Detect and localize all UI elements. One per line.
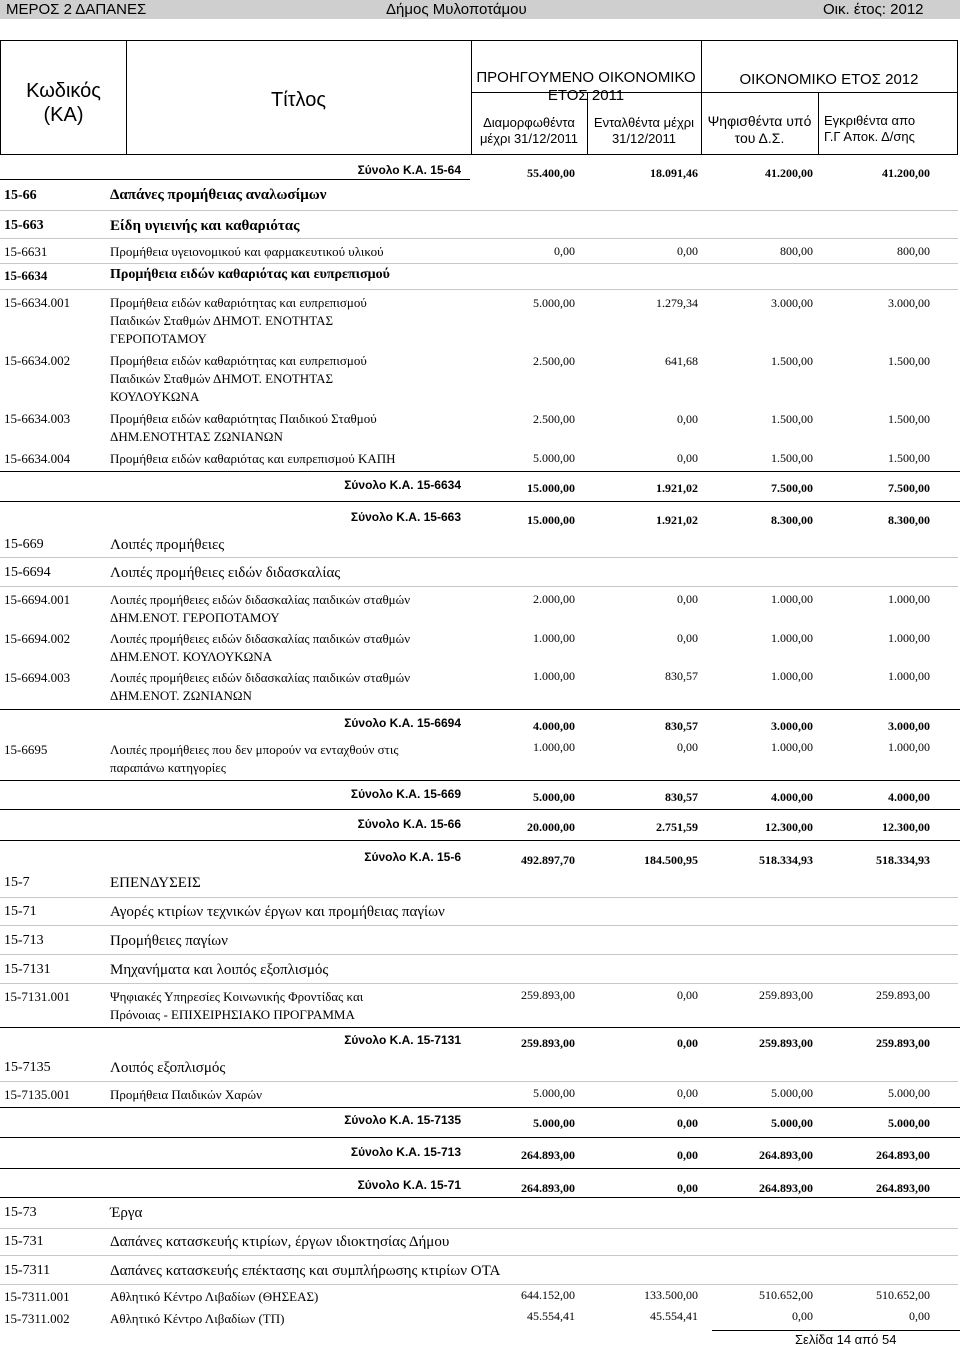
account-code: 15-66	[4, 188, 37, 203]
voted-header: Ψηφισθέντα υπό του Δ.Σ.	[707, 113, 812, 146]
account-title: Είδη υγιεινής και καθαριότας	[110, 218, 300, 234]
account-code: 15-6694.001	[4, 592, 71, 607]
fiscal-year: Οικ. έτος: 2012	[823, 1, 924, 18]
amount-ordered: 133.500,00	[644, 1288, 698, 1302]
account-code: 15-6634.004	[4, 451, 71, 466]
account-code: 15-73	[4, 1205, 37, 1220]
account-desc: Προμήθεια ειδών καθαριότητας και ευπρεπισμού Παιδικών Σταθμών ΔΗΜΟΤ. ΕΝΟΤΗΤΑΣ ΚΟΥΛΟΥΚΩΝΑ	[110, 353, 367, 404]
total-value: 518.334,93	[759, 853, 813, 867]
amount-voted: 259.893,00	[759, 988, 813, 1002]
total-label: Σύνολο Κ.Α. 15-669	[350, 787, 461, 801]
amount-formed: 2.000,00	[533, 592, 575, 606]
total-value: 5.000,00	[888, 1116, 930, 1130]
total-value: 0,00	[677, 1181, 698, 1195]
amount-ordered: 0,00	[677, 740, 698, 754]
page-top-bar	[0, 0, 960, 19]
account-title: Δαπάνες κατασκευής κτιρίων, έργων ιδιοκτησίας Δήμου	[110, 1234, 450, 1250]
total-value: 0,00	[677, 1148, 698, 1162]
amount-approved: 259.893,00	[876, 988, 930, 1002]
account-desc: Προμήθεια ειδών καθαριότας και ευπρεπισμού ΚΑΠΗ	[110, 451, 396, 466]
ordered-header: Ενταλθέντα μέχρι 31/12/2011	[593, 115, 695, 146]
account-title: Λοιπός εξοπλισμός	[110, 1060, 226, 1076]
amount-approved: 510.652,00	[876, 1288, 930, 1302]
municipality-name: Δήμος Μυλοποτάμου	[386, 1, 527, 18]
total-value: 18.091,46	[650, 166, 698, 180]
total-value: 4.000,00	[533, 719, 575, 733]
account-desc: Αθλητικό Κέντρο Λιβαδίων (ΘΗΣΕΑΣ)	[110, 1289, 319, 1304]
total-label: Σύνολο Κ.Α. 15-71	[357, 1178, 461, 1192]
account-code: 15-71	[4, 904, 37, 919]
amount-ordered: 830,57	[665, 669, 698, 683]
account-code: 15-6634.001	[4, 295, 71, 310]
total-value: 7.500,00	[771, 481, 813, 495]
account-title: Μηχανήματα και λοιπός εξοπλισμός	[110, 962, 329, 978]
total-value: 4.000,00	[771, 790, 813, 804]
amount-formed: 5.000,00	[533, 296, 575, 310]
total-value: 0,00	[677, 1036, 698, 1050]
account-title: Δαπάνες κατασκευής επέκτασης και συμπλήρωσης κτιρίων ΟΤΑ	[110, 1263, 501, 1279]
total-value: 12.300,00	[882, 820, 930, 834]
account-title: Αγορές κτιρίων τεχνικών έργων και προμήθειας παγίων	[110, 904, 445, 920]
amount-approved: 1.000,00	[888, 669, 930, 683]
account-title: Προμήθεια ειδών καθαριότας και ευπρεπισμού	[110, 267, 390, 282]
total-value: 4.000,00	[888, 790, 930, 804]
total-value: 264.893,00	[876, 1148, 930, 1162]
total-value: 5.000,00	[533, 1116, 575, 1130]
total-value: 1.921,02	[656, 481, 698, 495]
amount-ordered: 641,68	[665, 354, 698, 368]
total-value: 3.000,00	[771, 719, 813, 733]
amount-voted: 800,00	[780, 244, 813, 258]
total-label: Σύνολο Κ.Α. 15-6694	[344, 716, 461, 730]
amount-formed: 1.000,00	[533, 631, 575, 645]
total-value: 15.000,00	[527, 481, 575, 495]
account-code: 15-7135.001	[4, 1087, 71, 1102]
amount-approved: 1.500,00	[888, 412, 930, 426]
amount-formed: 0,00	[554, 244, 575, 258]
amount-formed: 1.000,00	[533, 740, 575, 754]
amount-approved: 1.500,00	[888, 354, 930, 368]
amount-formed: 5.000,00	[533, 1086, 575, 1100]
page-number: Σελίδα 14 από 54	[795, 1332, 897, 1347]
account-title: Λοιπές προμήθειες ειδών διδασκαλίας	[110, 565, 341, 581]
account-desc: Προμήθεια ειδών καθαριότητας και ευπρεπισμού Παιδικών Σταθμών ΔΗΜΟΤ. ΕΝΟΤΗΤΑΣ ΓΕΡΟΠΟΤΑΜΟΥ	[110, 295, 367, 346]
amount-voted: 1.000,00	[771, 592, 813, 606]
title-column-header: Τίτλος	[270, 89, 327, 111]
amount-approved: 0,00	[909, 1309, 930, 1323]
amount-voted: 1.500,00	[771, 354, 813, 368]
amount-formed: 45.554,41	[527, 1309, 575, 1323]
account-code: 15-6631	[4, 244, 48, 259]
total-value: 8.300,00	[888, 513, 930, 527]
total-value: 0,00	[677, 1116, 698, 1130]
account-code: 15-7311.002	[4, 1311, 70, 1326]
amount-voted: 3.000,00	[771, 296, 813, 310]
total-value: 264.893,00	[876, 1181, 930, 1195]
total-label: Σύνολο Κ.Α. 15-66	[357, 817, 461, 831]
total-value: 5.000,00	[771, 1116, 813, 1130]
account-title: Έργα	[110, 1205, 143, 1221]
amount-ordered: 0,00	[677, 412, 698, 426]
account-code: 15-7311	[4, 1263, 51, 1278]
account-code: 15-7	[4, 875, 30, 890]
total-value: 15.000,00	[527, 513, 575, 527]
formed-header: Διαμορφωθέντα μέχρι 31/12/2011	[479, 115, 579, 146]
total-value: 1.921,02	[656, 513, 698, 527]
amount-approved: 1.000,00	[888, 631, 930, 645]
amount-formed: 644.152,00	[521, 1288, 575, 1302]
total-label: Σύνολο Κ.Α. 15-7135	[344, 1113, 461, 1127]
total-value: 518.334,93	[876, 853, 930, 867]
approved-header: Εγκριθέντα απο Γ.Γ Αποκ. Δ/σης	[824, 113, 916, 144]
table-header	[0, 40, 958, 155]
account-code: 15-7135	[4, 1060, 51, 1075]
account-desc: Λοιπές προμήθειες ειδών διδασκαλίας παιδικών σταθμών ΔΗΜ.ΕΝΟΤ. ΚΟΥΛΟΥΚΩΝΑ	[110, 631, 411, 664]
amount-voted: 510.652,00	[759, 1288, 813, 1302]
account-code: 15-6695	[4, 742, 48, 757]
total-label: Σύνολο Κ.Α. 15-6	[364, 850, 461, 864]
amount-voted: 1.000,00	[771, 669, 813, 683]
total-label: Σύνολο Κ.Α. 15-64	[357, 163, 461, 177]
account-code: 15-6634	[4, 268, 48, 283]
amount-approved: 1.000,00	[888, 740, 930, 754]
amount-ordered: 0,00	[677, 988, 698, 1002]
total-label: Σύνολο Κ.Α. 15-6634	[344, 478, 461, 492]
account-code: 15-7131.001	[4, 989, 71, 1004]
amount-approved: 5.000,00	[888, 1086, 930, 1100]
total-value: 830,57	[665, 790, 698, 804]
amount-formed: 2.500,00	[533, 412, 575, 426]
total-value: 259.893,00	[759, 1036, 813, 1050]
amount-voted: 1.000,00	[771, 631, 813, 645]
total-value: 12.300,00	[765, 820, 813, 834]
prev-year-header: ΠΡΟΗΓΟΥΜΕΝΟ ΟΙΚΟΝΟΜΙΚΟ ΕΤΟΣ 2011	[476, 69, 696, 104]
account-code: 15-7311.001	[4, 1289, 70, 1304]
amount-approved: 1.000,00	[888, 592, 930, 606]
account-desc: Προμήθεια ειδών καθαριότητας Παιδικού Σταθμού ΔΗΜ.ΕΝΟΤΗΤΑΣ ΖΩΝΙΑΝΩΝ	[110, 411, 377, 444]
account-desc: Λοιπές προμήθειες ειδών διδασκαλίας παιδικών σταθμών ΔΗΜ.ΕΝΟΤ. ΖΩΝΙΑΝΩΝ	[110, 670, 411, 703]
account-desc: Αθλητικό Κέντρο Λιβαδίων (ΤΠ)	[110, 1311, 285, 1326]
account-title: Προμήθειες παγίων	[110, 933, 228, 949]
account-title: Λοιπές προμήθειες	[110, 537, 225, 553]
amount-voted: 1.000,00	[771, 740, 813, 754]
total-value: 184.500,95	[644, 853, 698, 867]
total-value: 2.751,59	[656, 820, 698, 834]
account-code: 15-6634.003	[4, 411, 71, 426]
amount-ordered: 0,00	[677, 631, 698, 645]
account-desc: Προμήθεια Παιδικών Χαρών	[110, 1087, 262, 1102]
total-label: Σύνολο Κ.Α. 15-713	[350, 1145, 461, 1159]
total-value: 41.200,00	[882, 166, 930, 180]
account-title: ΕΠΕΝΔΥΣΕΙΣ	[110, 875, 201, 891]
account-desc: Λοιπές προμήθειες που δεν μπορούν να ενταχθούν στις παραπάνω κατηγορίες	[110, 742, 399, 775]
account-desc: Λοιπές προμήθειες ειδών διδασκαλίας παιδικών σταθμών ΔΗΜ.ΕΝΟΤ. ΓΕΡΟΠΟΤΑΜΟΥ	[110, 592, 411, 625]
amount-ordered: 0,00	[677, 1086, 698, 1100]
amount-formed: 2.500,00	[533, 354, 575, 368]
code-column-header: Κωδικός (ΚΑ)	[26, 80, 101, 126]
account-code: 15-6694.003	[4, 670, 71, 685]
account-title: Δαπάνες προμήθειας αναλωσίμων	[110, 187, 327, 203]
amount-formed: 259.893,00	[521, 988, 575, 1002]
current-year-header: ΟΙΚΟΝΟΜΙΚΟ ΕΤΟΣ 2012	[739, 71, 919, 88]
amount-approved: 1.500,00	[888, 451, 930, 465]
account-code: 15-713	[4, 933, 44, 948]
total-value: 8.300,00	[771, 513, 813, 527]
amount-ordered: 1.279,34	[656, 296, 698, 310]
total-value: 264.893,00	[521, 1181, 575, 1195]
amount-voted: 1.500,00	[771, 451, 813, 465]
total-value: 7.500,00	[888, 481, 930, 495]
amount-ordered: 45.554,41	[650, 1309, 698, 1323]
account-desc: Προμήθεια υγειονομικού και φαρμακευτικού υλικού	[110, 244, 384, 259]
account-code: 15-6634.002	[4, 353, 71, 368]
amount-ordered: 0,00	[677, 244, 698, 258]
account-code: 15-6694	[4, 565, 51, 580]
amount-voted: 1.500,00	[771, 412, 813, 426]
total-value: 264.893,00	[521, 1148, 575, 1162]
amount-voted: 5.000,00	[771, 1086, 813, 1100]
amount-formed: 5.000,00	[533, 451, 575, 465]
amount-approved: 3.000,00	[888, 296, 930, 310]
amount-ordered: 0,00	[677, 592, 698, 606]
total-value: 5.000,00	[533, 790, 575, 804]
amount-voted: 0,00	[792, 1309, 813, 1323]
account-code: 15-663	[4, 218, 44, 233]
total-value: 20.000,00	[527, 820, 575, 834]
section-title: ΜΕΡΟΣ 2 ΔΑΠΑΝΕΣ	[6, 1, 147, 18]
amount-approved: 800,00	[897, 244, 930, 258]
total-value: 41.200,00	[765, 166, 813, 180]
total-label: Σύνολο Κ.Α. 15-7131	[344, 1033, 461, 1047]
account-code: 15-7131	[4, 962, 51, 977]
total-value: 259.893,00	[876, 1036, 930, 1050]
total-label: Σύνολο Κ.Α. 15-663	[350, 510, 461, 524]
total-value: 264.893,00	[759, 1181, 813, 1195]
account-code: 15-669	[4, 537, 44, 552]
total-value: 264.893,00	[759, 1148, 813, 1162]
account-code: 15-731	[4, 1234, 44, 1249]
account-desc: Ψηφιακές Υπηρεσίες Κοινωνικής Φροντίδας και Πρόνοιας - ΕΠΙΧΕΙΡΗΣΙΑΚΟ ΠΡΟΓΡΑΜΜΑ	[110, 989, 364, 1022]
total-value: 830,57	[665, 719, 698, 733]
total-value: 259.893,00	[521, 1036, 575, 1050]
total-value: 492.897,70	[521, 853, 575, 867]
amount-formed: 1.000,00	[533, 669, 575, 683]
account-code: 15-6694.002	[4, 631, 71, 646]
total-value: 3.000,00	[888, 719, 930, 733]
total-value: 55.400,00	[527, 166, 575, 180]
amount-ordered: 0,00	[677, 451, 698, 465]
